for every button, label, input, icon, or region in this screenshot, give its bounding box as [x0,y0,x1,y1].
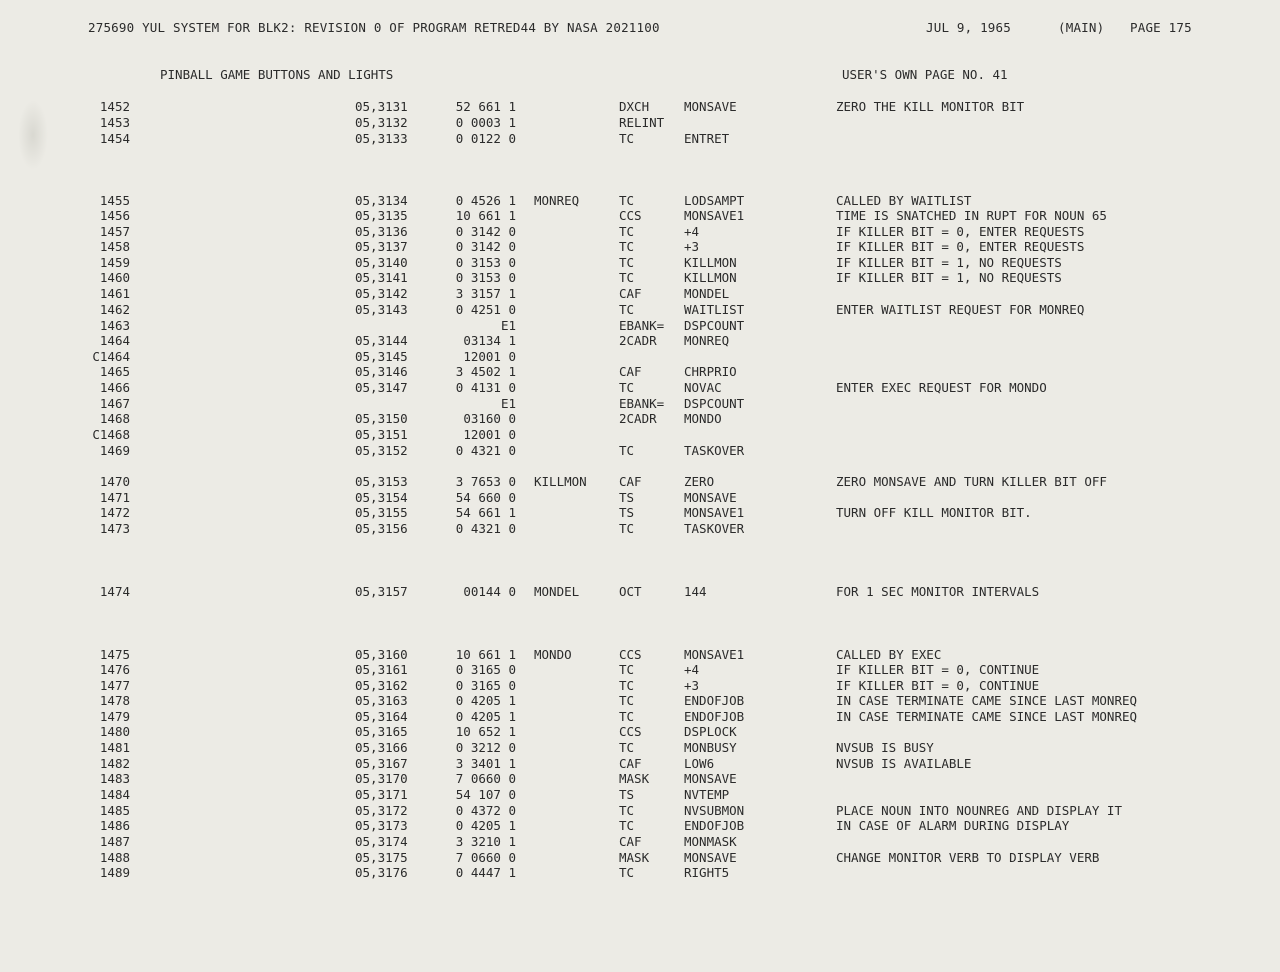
operand: MONBUSY [684,740,737,755]
line-number: 1457 [99,224,130,239]
opcode: CCS [619,208,642,223]
operand: DSPLOCK [684,724,737,739]
opcode: CAF [619,474,642,489]
operand: TASKOVER [684,443,745,458]
comment: FOR 1 SEC MONITOR INTERVALS [836,584,1040,599]
address: 05,3171 [355,787,408,802]
operand: MONDEL [684,286,730,301]
operand: MONDO [684,411,722,426]
octal-word: 0 0003 1 [455,115,516,130]
comment: IF KILLER BIT = 1, NO REQUESTS [836,270,1062,285]
section-title: PINBALL GAME BUTTONS AND LIGHTS [160,67,394,82]
listing-row [0,270,1280,285]
opcode: TC [619,255,635,270]
comment: IF KILLER BIT = 0, CONTINUE [836,678,1040,693]
operand: RIGHT5 [684,865,730,880]
address: 05,3172 [355,803,408,818]
listing-row [0,662,1280,677]
operand: 144 [684,584,707,599]
address: 05,3170 [355,771,408,786]
operand: MONMASK [684,834,737,849]
line-number: 1484 [99,787,130,802]
operand: CHRPRIO [684,364,737,379]
octal-word: 10 661 1 [455,647,516,662]
comment: CHANGE MONITOR VERB TO DISPLAY VERB [836,850,1100,865]
comment: CALLED BY EXEC [836,647,942,662]
opcode: EBANK= [619,396,665,411]
address: 05,3155 [355,505,408,520]
line-number: 1479 [99,709,130,724]
line-number: 1454 [99,131,130,146]
octal-word: 3 4502 1 [455,364,516,379]
octal-word: 0 3165 0 [455,662,516,677]
address: 05,3160 [355,647,408,662]
operand: MONSAVE1 [684,647,745,662]
octal-word: 54 107 0 [455,787,516,802]
comment: CALLED BY WAITLIST [836,193,972,208]
comment: ENTER WAITLIST REQUEST FOR MONREQ [836,302,1085,317]
listing-row [0,131,1280,146]
comment: TIME IS SNATCHED IN RUPT FOR NOUN 65 [836,208,1107,223]
octal-word: 03160 0 [463,411,516,426]
octal-word: 10 652 1 [455,724,516,739]
line-number: 1471 [99,490,130,505]
line-number: 1475 [99,647,130,662]
operand: LOW6 [684,756,715,771]
octal-word: 0 4526 1 [455,193,516,208]
octal-word: 54 660 0 [455,490,516,505]
opcode: CAF [619,756,642,771]
address: 05,3163 [355,693,408,708]
listing-row [0,834,1280,849]
opcode: CCS [619,724,642,739]
listing-row [0,208,1280,223]
operand: KILLMON [684,270,737,285]
opcode: TC [619,740,635,755]
octal-word: 03134 1 [463,333,516,348]
listing-row [0,771,1280,786]
listing-row [0,584,1280,599]
listing-row [0,255,1280,270]
operand: KILLMON [684,255,737,270]
listing-row [0,647,1280,662]
line-number: 1477 [99,678,130,693]
comment: ZERO THE KILL MONITOR BIT [836,99,1025,114]
octal-word: 3 3401 1 [455,756,516,771]
opcode: TC [619,224,635,239]
opcode: TC [619,443,635,458]
operand: +3 [684,678,700,693]
line-number: 1460 [99,270,130,285]
listing-row [0,411,1280,426]
opcode: MASK [619,771,650,786]
address: 05,3161 [355,662,408,677]
line-number: 1464 [99,333,130,348]
operand: MONSAVE [684,490,737,505]
listing-row [0,427,1280,442]
line-number: 1468 [99,411,130,426]
opcode: DXCH [619,99,650,114]
operand: MONSAVE [684,850,737,865]
listing-row [0,740,1280,755]
line-number: 1481 [99,740,130,755]
address: 05,3167 [355,756,408,771]
opcode: TC [619,662,635,677]
listing-row [0,349,1280,364]
comment: PLACE NOUN INTO NOUNREG AND DISPLAY IT [836,803,1122,818]
address: 05,3143 [355,302,408,317]
header-title: 275690 YUL SYSTEM FOR BLK2: REVISION 0 OF PROGRAM RETRED44 BY NASA 2021100 [88,20,660,35]
listing-row [0,99,1280,114]
octal-word: 0 3153 0 [455,270,516,285]
line-number: 1456 [99,208,130,223]
address: 05,3152 [355,443,408,458]
address: 05,3134 [355,193,408,208]
line-number: 1455 [99,193,130,208]
line-number: 1485 [99,803,130,818]
listing-row [0,364,1280,379]
address: 05,3132 [355,115,408,130]
listing-row [0,286,1280,301]
address: 05,3162 [355,678,408,693]
opcode: TC [619,803,635,818]
operand: MONSAVE [684,99,737,114]
operand: ENDOFJOB [684,693,745,708]
operand: MONSAVE1 [684,208,745,223]
opcode: CAF [619,364,642,379]
line-number: 1463 [99,318,130,333]
octal-word: 0 3165 0 [455,678,516,693]
listing-row [0,505,1280,520]
address: 05,3154 [355,490,408,505]
octal-word: 0 0122 0 [455,131,516,146]
operand: DSPCOUNT [684,396,745,411]
listing-row [0,380,1280,395]
operand: +4 [684,224,700,239]
opcode: TC [619,239,635,254]
opcode: MASK [619,850,650,865]
address: 05,3133 [355,131,408,146]
comment: NVSUB IS AVAILABLE [836,756,972,771]
octal-word: 0 4251 0 [455,302,516,317]
listing-row [0,818,1280,833]
line-number: 1462 [99,302,130,317]
octal-word: E1 [500,396,516,411]
octal-word: 7 0660 0 [455,771,516,786]
address: 05,3164 [355,709,408,724]
line-number: 1483 [99,771,130,786]
address: 05,3144 [355,333,408,348]
opcode: CAF [619,286,642,301]
comment: IN CASE OF ALARM DURING DISPLAY [836,818,1070,833]
line-number: 1474 [99,584,130,599]
opcode: TS [619,505,635,520]
listing-row [0,756,1280,771]
operand: TASKOVER [684,521,745,536]
line-number: 1478 [99,693,130,708]
address: 05,3174 [355,834,408,849]
opcode: EBANK= [619,318,665,333]
octal-word: 12001 0 [463,349,516,364]
octal-word: 0 3212 0 [455,740,516,755]
opcode: 2CADR [619,333,657,348]
opcode: TC [619,709,635,724]
address: 05,3136 [355,224,408,239]
octal-word: 0 4321 0 [455,443,516,458]
line-number: 1453 [99,115,130,130]
operand: ENTRET [684,131,730,146]
line-number: 1488 [99,850,130,865]
symbol-label: KILLMON [534,474,587,489]
users-page-number: USER'S OWN PAGE NO. 41 [842,67,1008,82]
opcode: CCS [619,647,642,662]
line-number: 1465 [99,364,130,379]
operand: MONSAVE1 [684,505,745,520]
header-date: JUL 9, 1965 [926,20,1011,35]
opcode: TC [619,678,635,693]
listing-row [0,803,1280,818]
listing-row [0,318,1280,333]
address: 05,3131 [355,99,408,114]
comment: IF KILLER BIT = 1, NO REQUESTS [836,255,1062,270]
opcode: TS [619,490,635,505]
opcode: TC [619,193,635,208]
line-number: 1466 [99,380,130,395]
octal-word: 0 4447 1 [455,865,516,880]
line-number: 1473 [99,521,130,536]
operand: +4 [684,662,700,677]
listing-row [0,239,1280,254]
listing-row [0,333,1280,348]
listing-row [0,474,1280,489]
address: 05,3146 [355,364,408,379]
line-number: 1461 [99,286,130,301]
operand: NVTEMP [684,787,730,802]
octal-word: 0 3142 0 [455,239,516,254]
comment: ENTER EXEC REQUEST FOR MONDO [836,380,1047,395]
line-number: 1458 [99,239,130,254]
operand: NOVAC [684,380,722,395]
line-number: C1464 [92,349,130,364]
octal-word: 0 4372 0 [455,803,516,818]
address: 05,3140 [355,255,408,270]
line-number: 1452 [99,99,130,114]
address: 05,3166 [355,740,408,755]
comment: IN CASE TERMINATE CAME SINCE LAST MONREQ [836,709,1138,724]
address: 05,3173 [355,818,408,833]
operand: WAITLIST [684,302,745,317]
opcode: RELINT [619,115,665,130]
opcode: TC [619,818,635,833]
listing-row [0,115,1280,130]
symbol-label: MONDEL [534,584,580,599]
opcode: TC [619,302,635,317]
symbol-label: MONDO [534,647,572,662]
listing-row [0,396,1280,411]
operand: +3 [684,239,700,254]
address: 05,3147 [355,380,408,395]
address: 05,3153 [355,474,408,489]
header-main: (MAIN) [1058,20,1105,35]
octal-word: 3 7653 0 [455,474,516,489]
address: 05,3141 [355,270,408,285]
address: 05,3157 [355,584,408,599]
operand: ENDOFJOB [684,709,745,724]
opcode: TC [619,270,635,285]
line-number: 1487 [99,834,130,849]
octal-word: 12001 0 [463,427,516,442]
opcode: TC [619,380,635,395]
opcode: TC [619,521,635,536]
opcode: TC [619,865,635,880]
comment: IF KILLER BIT = 0, ENTER REQUESTS [836,224,1085,239]
octal-word: 0 4131 0 [455,380,516,395]
address: 05,3135 [355,208,408,223]
operand: ENDOFJOB [684,818,745,833]
listing-row [0,709,1280,724]
address: 05,3175 [355,850,408,865]
operand: DSPCOUNT [684,318,745,333]
comment: IF KILLER BIT = 0, CONTINUE [836,662,1040,677]
line-number: 1459 [99,255,130,270]
listing-row [0,443,1280,458]
listing-row [0,693,1280,708]
address: 05,3176 [355,865,408,880]
octal-word: 7 0660 0 [455,850,516,865]
line-number: C1468 [92,427,130,442]
octal-word: 10 661 1 [455,208,516,223]
octal-word: 0 4205 1 [455,693,516,708]
symbol-label: MONREQ [534,193,580,208]
line-number: 1469 [99,443,130,458]
listing-row [0,490,1280,505]
address: 05,3145 [355,349,408,364]
listing-row [0,678,1280,693]
address: 05,3151 [355,427,408,442]
line-number: 1486 [99,818,130,833]
line-number: 1480 [99,724,130,739]
opcode: 2CADR [619,411,657,426]
comment: IF KILLER BIT = 0, ENTER REQUESTS [836,239,1085,254]
address: 05,3137 [355,239,408,254]
operand: ZERO [684,474,715,489]
comment: TURN OFF KILL MONITOR BIT. [836,505,1032,520]
octal-word: 0 4321 0 [455,521,516,536]
octal-word: 3 3210 1 [455,834,516,849]
line-number: 1472 [99,505,130,520]
octal-word: 52 661 1 [455,99,516,114]
octal-word: 0 4205 1 [455,818,516,833]
opcode: OCT [619,584,642,599]
listing-row [0,193,1280,208]
address: 05,3165 [355,724,408,739]
octal-word: 0 3153 0 [455,255,516,270]
listing-row [0,302,1280,317]
line-number: 1476 [99,662,130,677]
operand: NVSUBMON [684,803,745,818]
listing-row [0,787,1280,802]
octal-word: 0 3142 0 [455,224,516,239]
operand: MONREQ [684,333,730,348]
operand: LODSAMPT [684,193,745,208]
address: 05,3150 [355,411,408,426]
comment: ZERO MONSAVE AND TURN KILLER BIT OFF [836,474,1107,489]
opcode: TC [619,693,635,708]
operand: MONSAVE [684,771,737,786]
opcode: TS [619,787,635,802]
listing-row [0,224,1280,239]
comment: NVSUB IS BUSY [836,740,934,755]
line-number: 1489 [99,865,130,880]
octal-word: 00144 0 [463,584,516,599]
opcode: TC [619,131,635,146]
line-number: 1482 [99,756,130,771]
listing-row [0,724,1280,739]
listing-row [0,521,1280,536]
octal-word: 3 3157 1 [455,286,516,301]
line-number: 1467 [99,396,130,411]
octal-word: 54 661 1 [455,505,516,520]
listing-row [0,850,1280,865]
comment: IN CASE TERMINATE CAME SINCE LAST MONREQ [836,693,1138,708]
listing-row [0,865,1280,880]
header-page-number: PAGE 175 [1130,20,1192,35]
line-number: 1470 [99,474,130,489]
octal-word: E1 [500,318,516,333]
opcode: CAF [619,834,642,849]
address: 05,3156 [355,521,408,536]
octal-word: 0 4205 1 [455,709,516,724]
address: 05,3142 [355,286,408,301]
